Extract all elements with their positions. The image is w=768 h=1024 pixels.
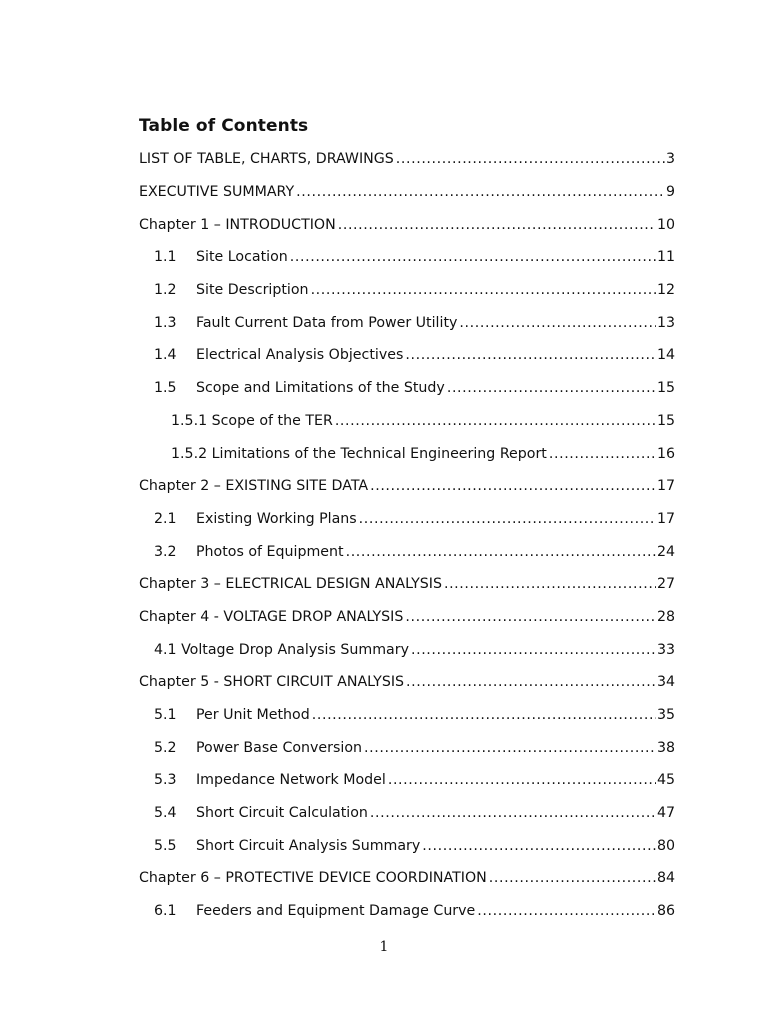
- toc-entry-page: 80: [656, 837, 675, 854]
- dot-leader: [405, 347, 656, 363]
- toc-entry: [139, 405, 675, 438]
- toc-entry-number: 1.1: [154, 249, 177, 266]
- toc-entry-page: 38: [656, 739, 675, 756]
- toc-entry-label: Electrical Analysis Objectives: [196, 347, 404, 364]
- toc-entry-label: Short Circuit Analysis Summary: [196, 837, 421, 854]
- toc-entry: [139, 176, 675, 209]
- toc-entry-page: 33: [656, 641, 675, 658]
- table-of-contents: [139, 143, 675, 928]
- toc-entry: [139, 143, 675, 176]
- dot-leader: [459, 315, 656, 331]
- dot-leader: [296, 184, 665, 200]
- toc-entry-page: 34: [656, 674, 675, 691]
- toc-entry: [139, 339, 675, 372]
- toc-entry: [139, 470, 675, 503]
- toc-entry-page: 24: [656, 543, 675, 560]
- toc-entry: [139, 862, 675, 895]
- toc-entry: [139, 699, 675, 732]
- dot-leader: [477, 903, 656, 919]
- dot-leader: [335, 413, 656, 429]
- toc-entry-label: Chapter 5 - SHORT CIRCUIT ANALYSIS: [139, 674, 405, 691]
- toc-entry: [139, 274, 675, 307]
- toc-entry-number: 5.3: [154, 772, 177, 789]
- toc-entry-number: 1.4: [154, 347, 177, 364]
- toc-entry: [139, 208, 675, 241]
- dot-leader: [359, 511, 656, 527]
- dot-leader: [338, 217, 656, 233]
- toc-entry: [139, 633, 675, 666]
- toc-entry: [139, 372, 675, 405]
- dot-leader: [370, 478, 656, 494]
- dot-leader: [411, 642, 656, 658]
- toc-entry-page: 14: [656, 347, 675, 364]
- toc-entry-label: Impedance Network Model: [196, 772, 386, 789]
- toc-entry-number: 5.2: [154, 739, 177, 756]
- dot-leader: [290, 249, 656, 265]
- toc-entry-label: Scope and Limitations of the Study: [196, 380, 445, 397]
- toc-entry-label: Feeders and Equipment Damage Curve: [196, 903, 476, 920]
- toc-entry: [139, 241, 675, 274]
- toc-entry-page: 15: [656, 412, 675, 429]
- toc-entry: [139, 503, 675, 536]
- toc-entry-page: 9: [665, 184, 675, 201]
- toc-entry-number: 5.5: [154, 837, 177, 854]
- toc-entry-label: Existing Working Plans: [196, 510, 357, 527]
- dot-leader: [388, 772, 656, 788]
- toc-entry-page: 45: [656, 772, 675, 789]
- toc-entry: [139, 535, 675, 568]
- dot-leader: [549, 446, 656, 462]
- dot-leader: [396, 151, 665, 167]
- page-number: 1: [379, 939, 389, 955]
- dot-leader: [405, 609, 656, 625]
- toc-entry-label: 1.5.1 Scope of the TER: [171, 412, 333, 429]
- toc-entry-page: 16: [656, 445, 675, 462]
- toc-entry-number: 2.1: [154, 510, 177, 527]
- toc-entry-label: 4.1 Voltage Drop Analysis Summary: [154, 641, 409, 658]
- toc-entry-page: 84: [656, 870, 675, 887]
- toc-entry-number: 6.1: [154, 903, 177, 920]
- toc-entry-label: Short Circuit Calculation: [196, 805, 368, 822]
- dot-leader: [311, 282, 656, 298]
- toc-entry-page: 47: [656, 805, 675, 822]
- dot-leader: [489, 870, 656, 886]
- page-title: Table of Contents: [139, 116, 309, 136]
- toc-entry-label: EXECUTIVE SUMMARY: [139, 184, 295, 201]
- toc-entry-label: Fault Current Data from Power Utility: [196, 314, 458, 331]
- dot-leader: [447, 380, 656, 396]
- dot-leader: [406, 674, 656, 690]
- toc-entry-page: 15: [656, 380, 675, 397]
- toc-entry: [139, 829, 675, 862]
- toc-entry: [139, 731, 675, 764]
- toc-entry-page: 35: [656, 707, 675, 724]
- toc-entry-number: 3.2: [154, 543, 177, 560]
- toc-entry-number: 5.4: [154, 805, 177, 822]
- toc-entry-label: Chapter 1 – INTRODUCTION: [139, 216, 336, 233]
- toc-entry: [139, 601, 675, 634]
- dot-leader: [364, 740, 656, 756]
- dot-leader: [444, 576, 656, 592]
- toc-entry-page: 27: [656, 576, 675, 593]
- toc-entry: [139, 764, 675, 797]
- toc-entry-label: Per Unit Method: [196, 707, 310, 724]
- toc-entry-page: 13: [656, 314, 675, 331]
- toc-entry-page: 86: [656, 903, 675, 920]
- toc-entry-label: Chapter 2 – EXISTING SITE DATA: [139, 478, 369, 495]
- dot-leader: [346, 544, 656, 560]
- toc-entry-page: 3: [665, 151, 675, 168]
- toc-entry-label: Photos of Equipment: [196, 543, 344, 560]
- toc-entry-page: 17: [656, 478, 675, 495]
- toc-entry-page: 10: [656, 216, 675, 233]
- toc-entry: [139, 306, 675, 339]
- toc-entry-number: 5.1: [154, 707, 177, 724]
- toc-entry-label: Site Description: [196, 282, 309, 299]
- toc-entry: [139, 797, 675, 830]
- toc-entry-label: Power Base Conversion: [196, 739, 363, 756]
- toc-entry: [139, 437, 675, 470]
- dot-leader: [422, 838, 656, 854]
- toc-entry-label: 1.5.2 Limitations of the Technical Engineering Report: [171, 445, 547, 462]
- toc-entry-page: 28: [656, 608, 675, 625]
- toc-entry-number: 1.3: [154, 314, 177, 331]
- toc-entry-label: Chapter 4 - VOLTAGE DROP ANALYSIS: [139, 608, 404, 625]
- toc-entry: [139, 666, 675, 699]
- toc-entry-number: 1.5: [154, 380, 177, 397]
- dot-leader: [370, 805, 656, 821]
- dot-leader: [312, 707, 656, 723]
- toc-entry-page: 17: [656, 510, 675, 527]
- toc-entry-label: Site Location: [196, 249, 288, 266]
- toc-entry-label: Chapter 6 – PROTECTIVE DEVICE COORDINATION: [139, 870, 487, 887]
- toc-entry-number: 1.2: [154, 282, 177, 299]
- toc-entry-page: 12: [656, 282, 675, 299]
- toc-entry: [139, 568, 675, 601]
- toc-entry-page: 11: [656, 249, 675, 266]
- toc-entry-label: LIST OF TABLE, CHARTS, DRAWINGS: [139, 151, 394, 168]
- toc-entry: [139, 895, 675, 928]
- toc-entry-label: Chapter 3 – ELECTRICAL DESIGN ANALYSIS: [139, 576, 442, 593]
